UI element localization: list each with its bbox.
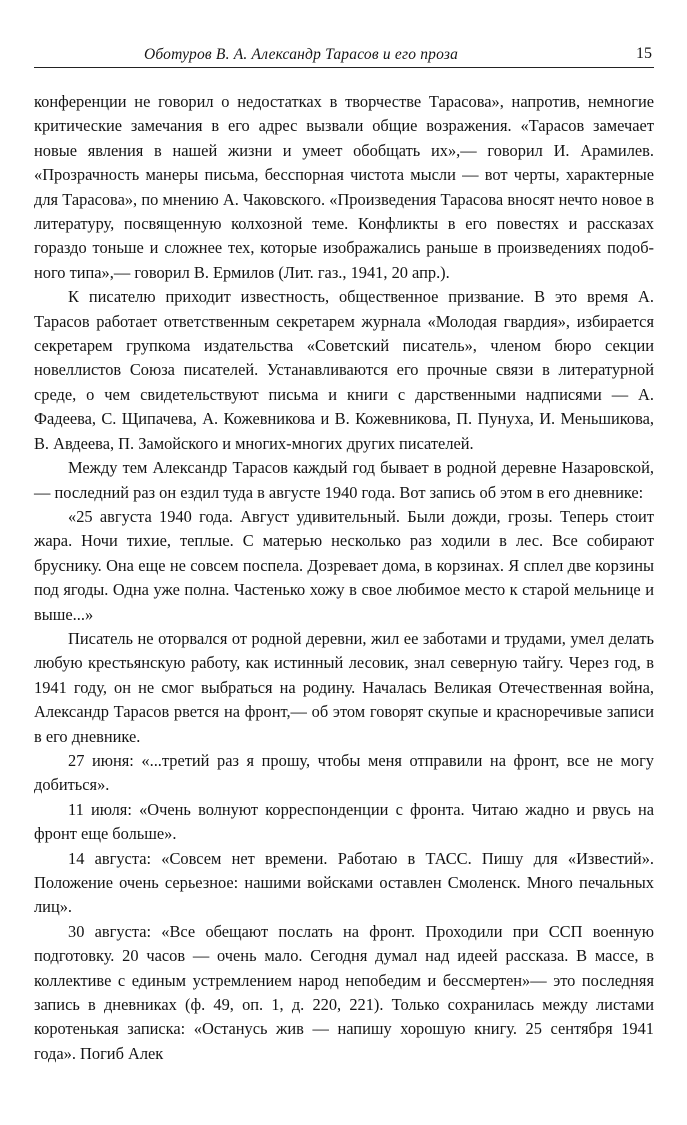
paragraph: Писатель не оторвался от родной деревни, жил ее заботами и трудами, умел делать любую крестьянскую работу, как истинный лесовик, знал северную тайгу. Через год, в 1941 году, он не смог выбраться на родину. Началась Великая Отечественная война, Александр Тарасов рвется на фронт,— об этом говорят скупые и красноречивые записи в его дневнике.	[34, 628, 654, 746]
running-header	[34, 38, 654, 68]
header-rule	[34, 67, 654, 68]
book-page	[34, 38, 654, 1066]
body-text	[34, 90, 654, 1066]
paragraph: Между тем Александр Тарасов каждый год бывает в родной деревне Назаровской,— последний раз он ездил туда в августе 1940 года. Вот запись об этом в его дневнике:	[34, 458, 654, 502]
diary-entry: 30 августа: «Все обещают послать на фронт. Проходили при ССП военную подготовку. 20 часов — очень мало. Сегодня думал над идеей рассказа. В массе, в коллективе с единым устремлением народ непобедим и бессмертен»— это последняя запись в дневниках (ф. 49, оп. 1, д. 220, 221). Только сохранилась между листами коротенькая записка: «Останусь жив — напишу хорошую книгу. 25 сентября 1941 года». Погиб Алек	[34, 921, 654, 1063]
diary-entry: 14 августа: «Совсем нет времени. Работаю в ТАСС. Пишу для «Известий». Положение очень серьезное: нашими войсками оставлен Смоленск. Много печальных лиц».	[34, 848, 654, 917]
running-title: Оботуров В. А. Александр Тарасов и его проза	[144, 46, 459, 63]
page-number: 15	[636, 45, 652, 62]
diary-quote: «25 августа 1940 года. Август удивительный. Были дожди, грозы. Теперь стоит жара. Ночи тихие, теплые. С матерью несколько раз ходили в лес. Все собирают бруснику. Она еще не совсем поспела. Дозревает дома, в корзинах. Я сплел две корзины под ягоды. Одна уже полна. Частенько хожу в свое любимое место к старой мельнице и выше...»	[34, 506, 654, 624]
diary-entry: 27 июня: «...третий раз я прошу, чтобы меня отправили на фронт, все не могу добиться».	[34, 750, 654, 795]
paragraph: К писателю приходит известность, общественное призвание. В это время А. Тарасов работает ответственным секретарем журнала «Молодая гвардия», избирается секретарем групкома издательства «Советский писатель», членом бюро секции новеллистов Союза писателей. Устанавливаются его прочные связи в литературной среде, о чем свидетельствуют письма и книги с дарственными надписями — А. Фадеева, С. Щипачева, А. Кожевникова и В. Кожевникова, П. Пунуха, И. Меньшикова, В. Авдеева, П. Замойского и многих-многих других писателей.	[34, 287, 654, 453]
diary-entry: 11 июля: «Очень волнуют корреспонденции с фронта. Читаю жадно и рвусь на фронт еще больше».	[34, 799, 654, 844]
paragraph: конференции не говорил о недостатках в творчестве Тарасова», напротив, немногие критические замечания в его адрес вызвали общие возражения. «Тарасов замечает новые явления в нашей жизни и умеет обобщать их»,— говорил И. Арамилев. «Прозрачность манеры письма, бесспорная чистота мысли — вот черты, характерные для Тарасова», по мнению А. Чаковского. «Произведения Тарасова вносят нечто новое в литературу, посвященную колхозной теме. Конфликты в его повестях и рассказах гораздо тоньше и сложнее тех, которые изображались раньше в произведениях подобного типа»,— говорил В. Ермилов (Лит. газ., 1941, 20 апр.).	[34, 92, 654, 282]
